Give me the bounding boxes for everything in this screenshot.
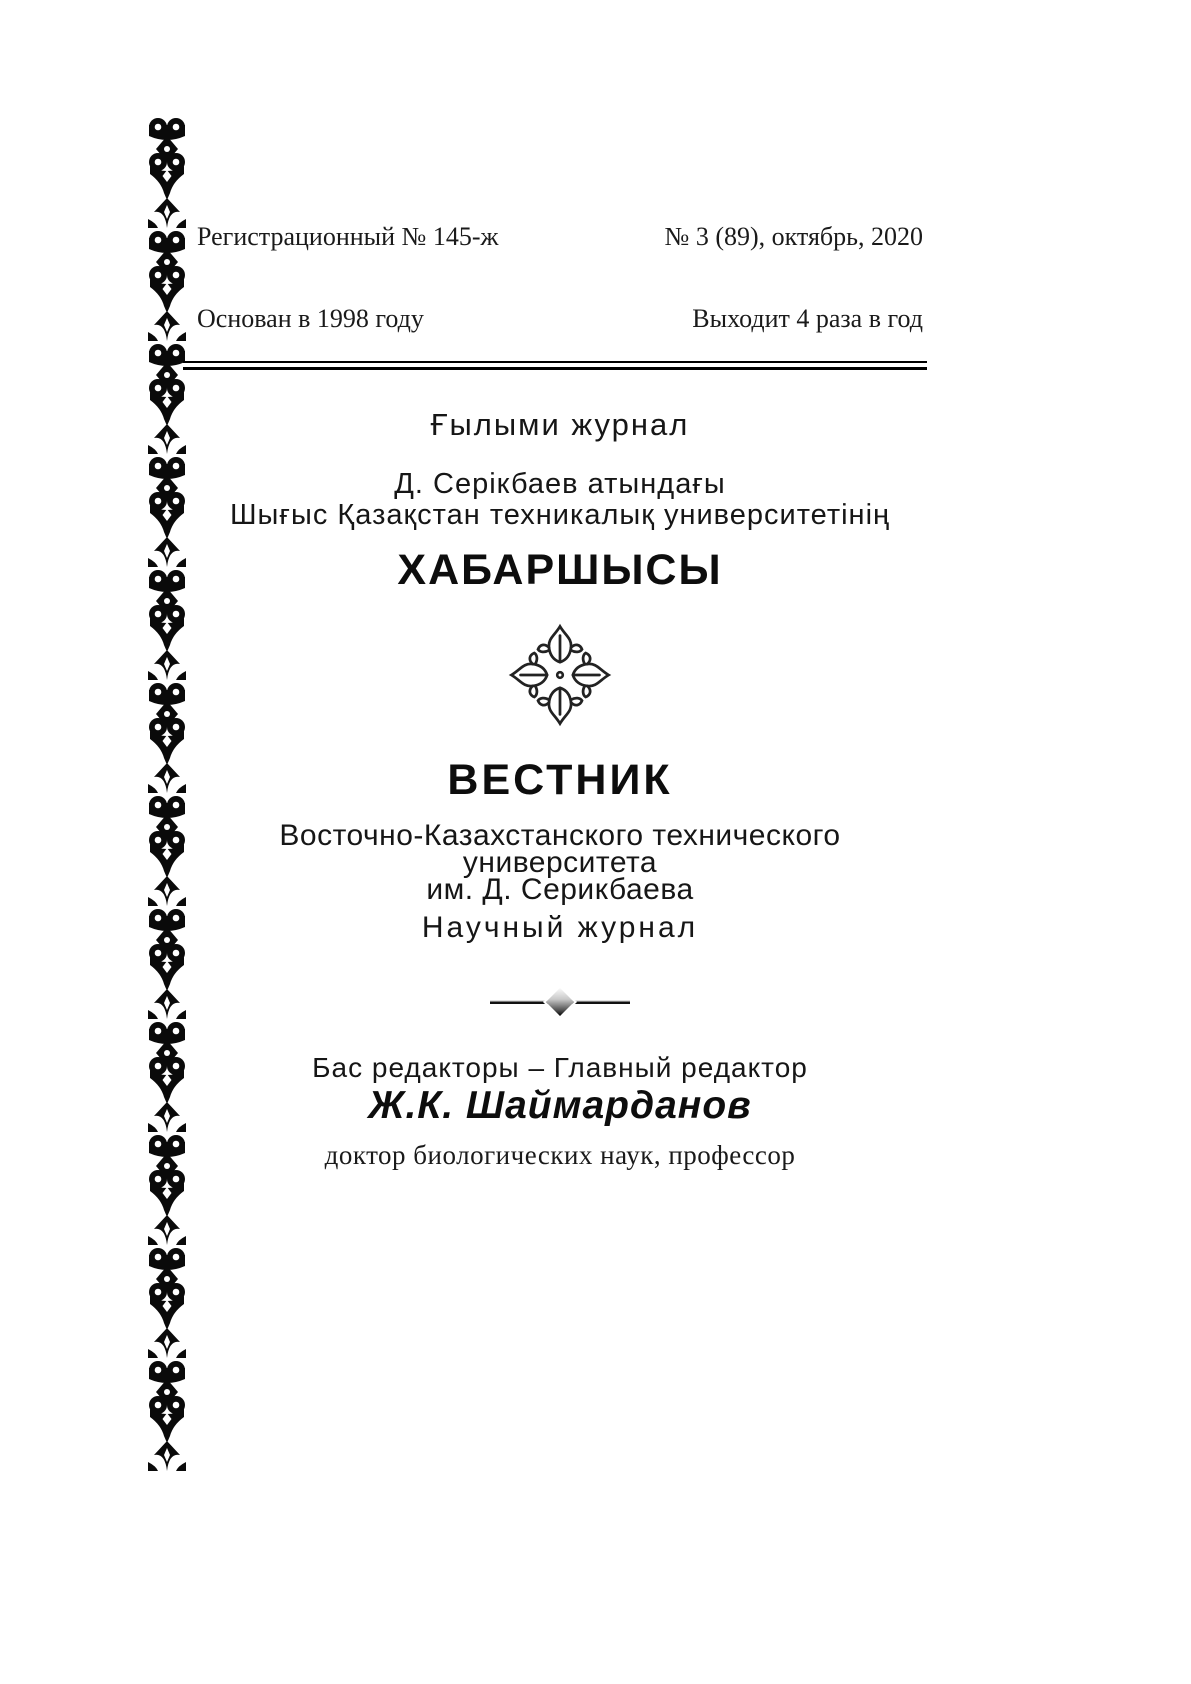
registration-number: Регистрационный № 145-ж	[197, 222, 499, 251]
journal-title-russian: ВЕСТНИК	[447, 756, 673, 804]
chief-editor-role-label: Бас редакторы – Главный редактор	[312, 1052, 808, 1083]
divider-diamond-icon	[543, 985, 577, 1019]
title-column	[188, 0, 932, 1684]
journal-type-kazakh: Ғылыми журнал	[430, 407, 690, 442]
divider-line	[490, 1000, 630, 1004]
university-russian-line2: им. Д. Серикбаева	[426, 873, 694, 906]
university-kazakh-line2: Шығыс Қазақстан техникалық университетінің	[229, 499, 891, 531]
chief-editor-credentials: доктор биологических наук, профессор	[324, 1140, 796, 1170]
university-russian-line1: Восточно-Казахстанского технического университета	[279, 819, 841, 879]
kazakh-ornament-border-icon	[148, 115, 186, 1472]
journal-type-russian: Научный журнал	[421, 911, 699, 944]
kazakh-floral-diamond-emblem-icon	[188, 620, 932, 730]
chief-editor-name: Ж.К. Шаймарданов	[368, 1084, 752, 1127]
founded-year: Основан в 1998 году	[197, 304, 424, 333]
publication-frequency: Выходит 4 раза в год	[692, 304, 923, 333]
university-name-russian	[188, 819, 932, 906]
university-name-kazakh	[188, 469, 932, 531]
issue-number: № 3 (89), октябрь, 2020	[664, 222, 923, 251]
journal-title-kazakh: ХАБАРШЫСЫ	[397, 546, 723, 594]
university-kazakh-line1: Д. Серікбаев атындағы	[394, 468, 726, 500]
